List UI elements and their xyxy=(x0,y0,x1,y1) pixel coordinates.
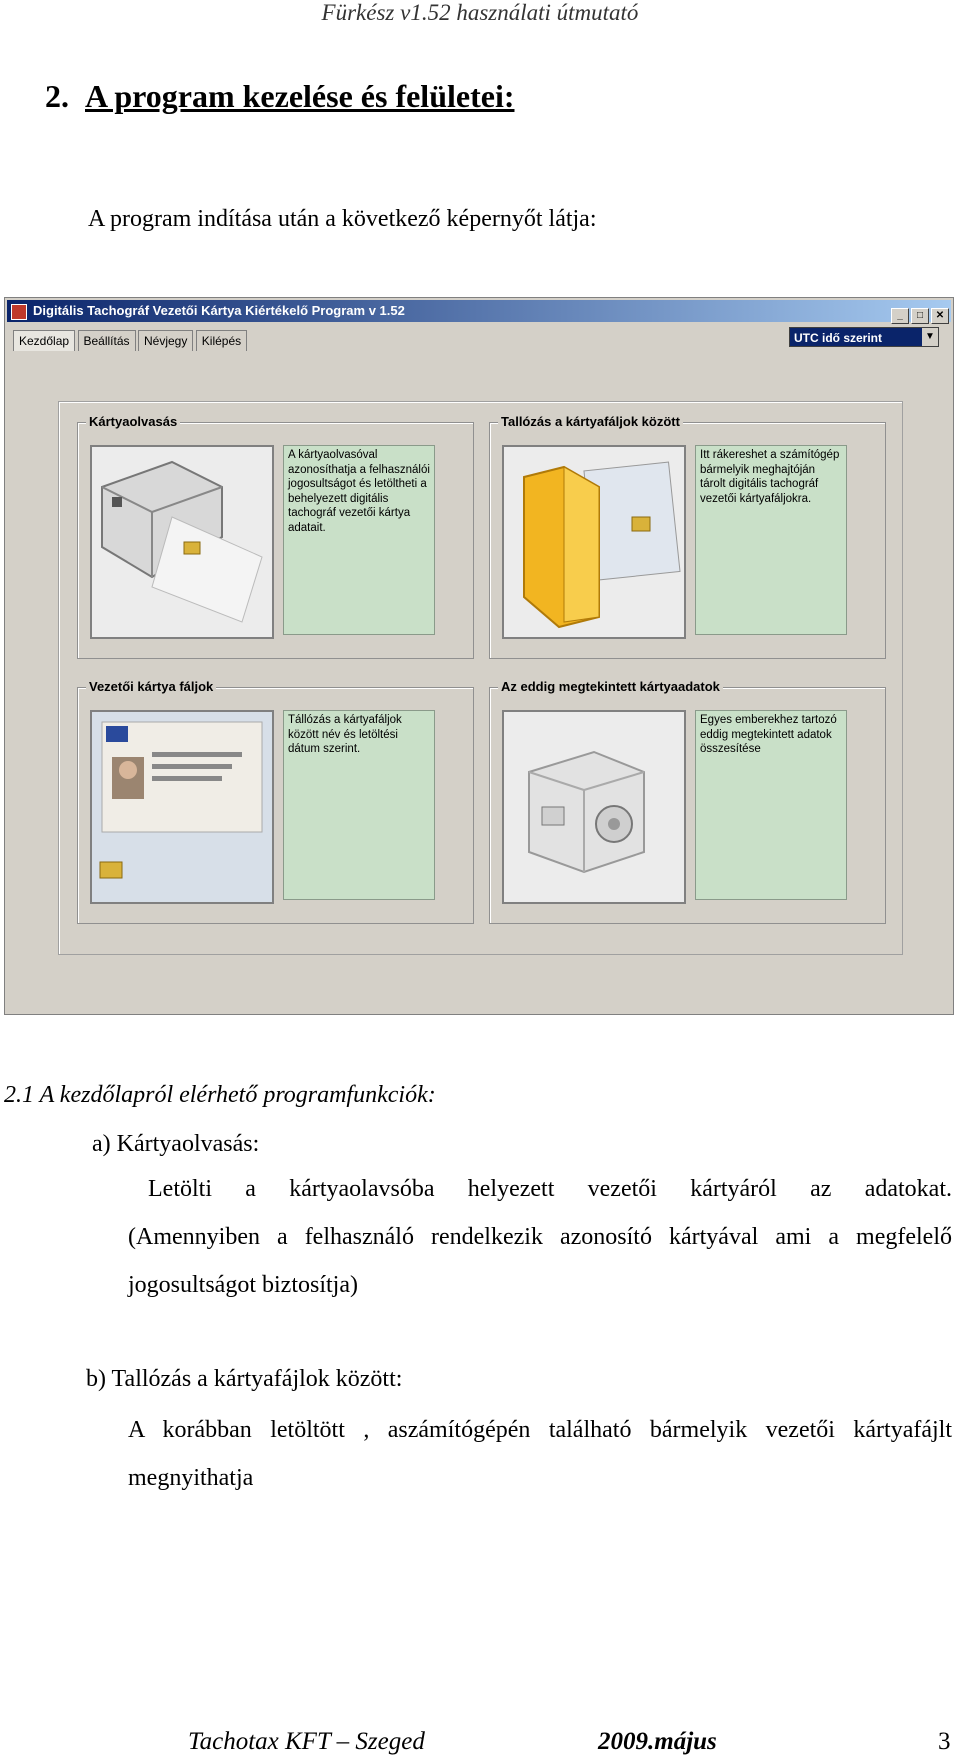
tab-bar xyxy=(13,330,245,351)
intro-text: A program indítása után a következő képernyőt látja: xyxy=(88,206,597,232)
safe-icon[interactable] xyxy=(502,710,686,904)
subsection-title: 2.1 A kezdőlapról elérhető programfunkciók: xyxy=(4,1082,436,1108)
group-label: Vezetői kártya fáljok xyxy=(86,679,216,694)
window-controls xyxy=(889,303,949,325)
close-icon[interactable]: ✕ xyxy=(931,308,949,324)
desc-browse-files: Itt rákereshet a számítógép bármelyik meghajtóján tárolt digitális tachográf vezetői kártyafáljokra. xyxy=(695,445,847,635)
heading-number: 2. xyxy=(45,78,69,114)
group-label: Kártyaolvasás xyxy=(86,414,180,429)
utc-time-select[interactable] xyxy=(789,327,939,347)
item-b-label: b) Tallózás a kártyafájlok között: xyxy=(86,1366,403,1392)
item-b-text: A korábban letöltött , aszámítógépén található bármelyik vezetői kártyafájlt megnyithatja xyxy=(128,1417,952,1491)
group-card-reading xyxy=(77,414,474,659)
item-a-label: a) Kártyaolvasás: xyxy=(92,1131,260,1157)
desc-viewed-card-data: Egyes emberekhez tartozó eddig megtekintett adatok összesítése xyxy=(695,710,847,900)
desc-driver-card-files: Tállózás a kártyafáljok között név és letöltési dátum szerint. xyxy=(283,710,435,900)
desc-card-reading: A kártyaolvasóval azonosíthatja a felhasználói jogosultságot és letöltheti a behelyezett digitális tachográf vezetői kártya adatait. xyxy=(283,445,435,635)
group-label: Az eddig megtekintett kártyaadatok xyxy=(498,679,723,694)
group-browse-files xyxy=(489,414,886,659)
app-icon xyxy=(11,304,27,320)
minimize-icon[interactable]: _ xyxy=(891,308,909,324)
window-titlebar xyxy=(7,300,951,322)
tab-kilepes[interactable]: Kilépés xyxy=(196,330,247,351)
window-title: Digitális Tachográf Vezetői Kártya Kiértékelő Program v 1.52 xyxy=(33,303,405,318)
group-label: Tallózás a kártyafáljok között xyxy=(498,414,683,429)
item-a-line1: Letölti a kártyaolavsóba helyezett vezetői kártyáról az adatokat. xyxy=(148,1176,952,1202)
tab-kezdolap[interactable]: Kezdőlap xyxy=(13,330,75,351)
section-heading xyxy=(45,78,514,115)
group-viewed-card-data xyxy=(489,679,886,924)
utc-select-value: UTC idő szerint xyxy=(794,331,883,345)
footer-date: 2009.május xyxy=(598,1728,717,1755)
app-window-screenshot xyxy=(4,297,954,1015)
group-driver-card-files xyxy=(77,679,474,924)
item-a-line2: (Amennyiben a felhasználó rendelkezik azonosító kártyával ami a megfelelő jogosultságot biztosítja) xyxy=(128,1224,952,1298)
page-number: 3 xyxy=(938,1728,951,1755)
footer-company: Tachotax KFT – Szeged xyxy=(188,1728,425,1755)
driver-card-icon[interactable] xyxy=(90,710,274,904)
card-reader-icon[interactable] xyxy=(90,445,274,639)
folder-icon[interactable] xyxy=(502,445,686,639)
heading-text: A program kezelése és felületei: xyxy=(85,78,515,114)
maximize-icon[interactable]: □ xyxy=(911,308,929,324)
tab-beallitas[interactable]: Beállítás xyxy=(78,330,136,351)
page-header: Fürkész v1.52 használati útmutató xyxy=(321,0,639,25)
tab-nevjegy[interactable]: Névjegy xyxy=(138,330,193,351)
main-panel xyxy=(58,401,903,955)
chevron-down-icon[interactable]: ▼ xyxy=(922,328,938,346)
